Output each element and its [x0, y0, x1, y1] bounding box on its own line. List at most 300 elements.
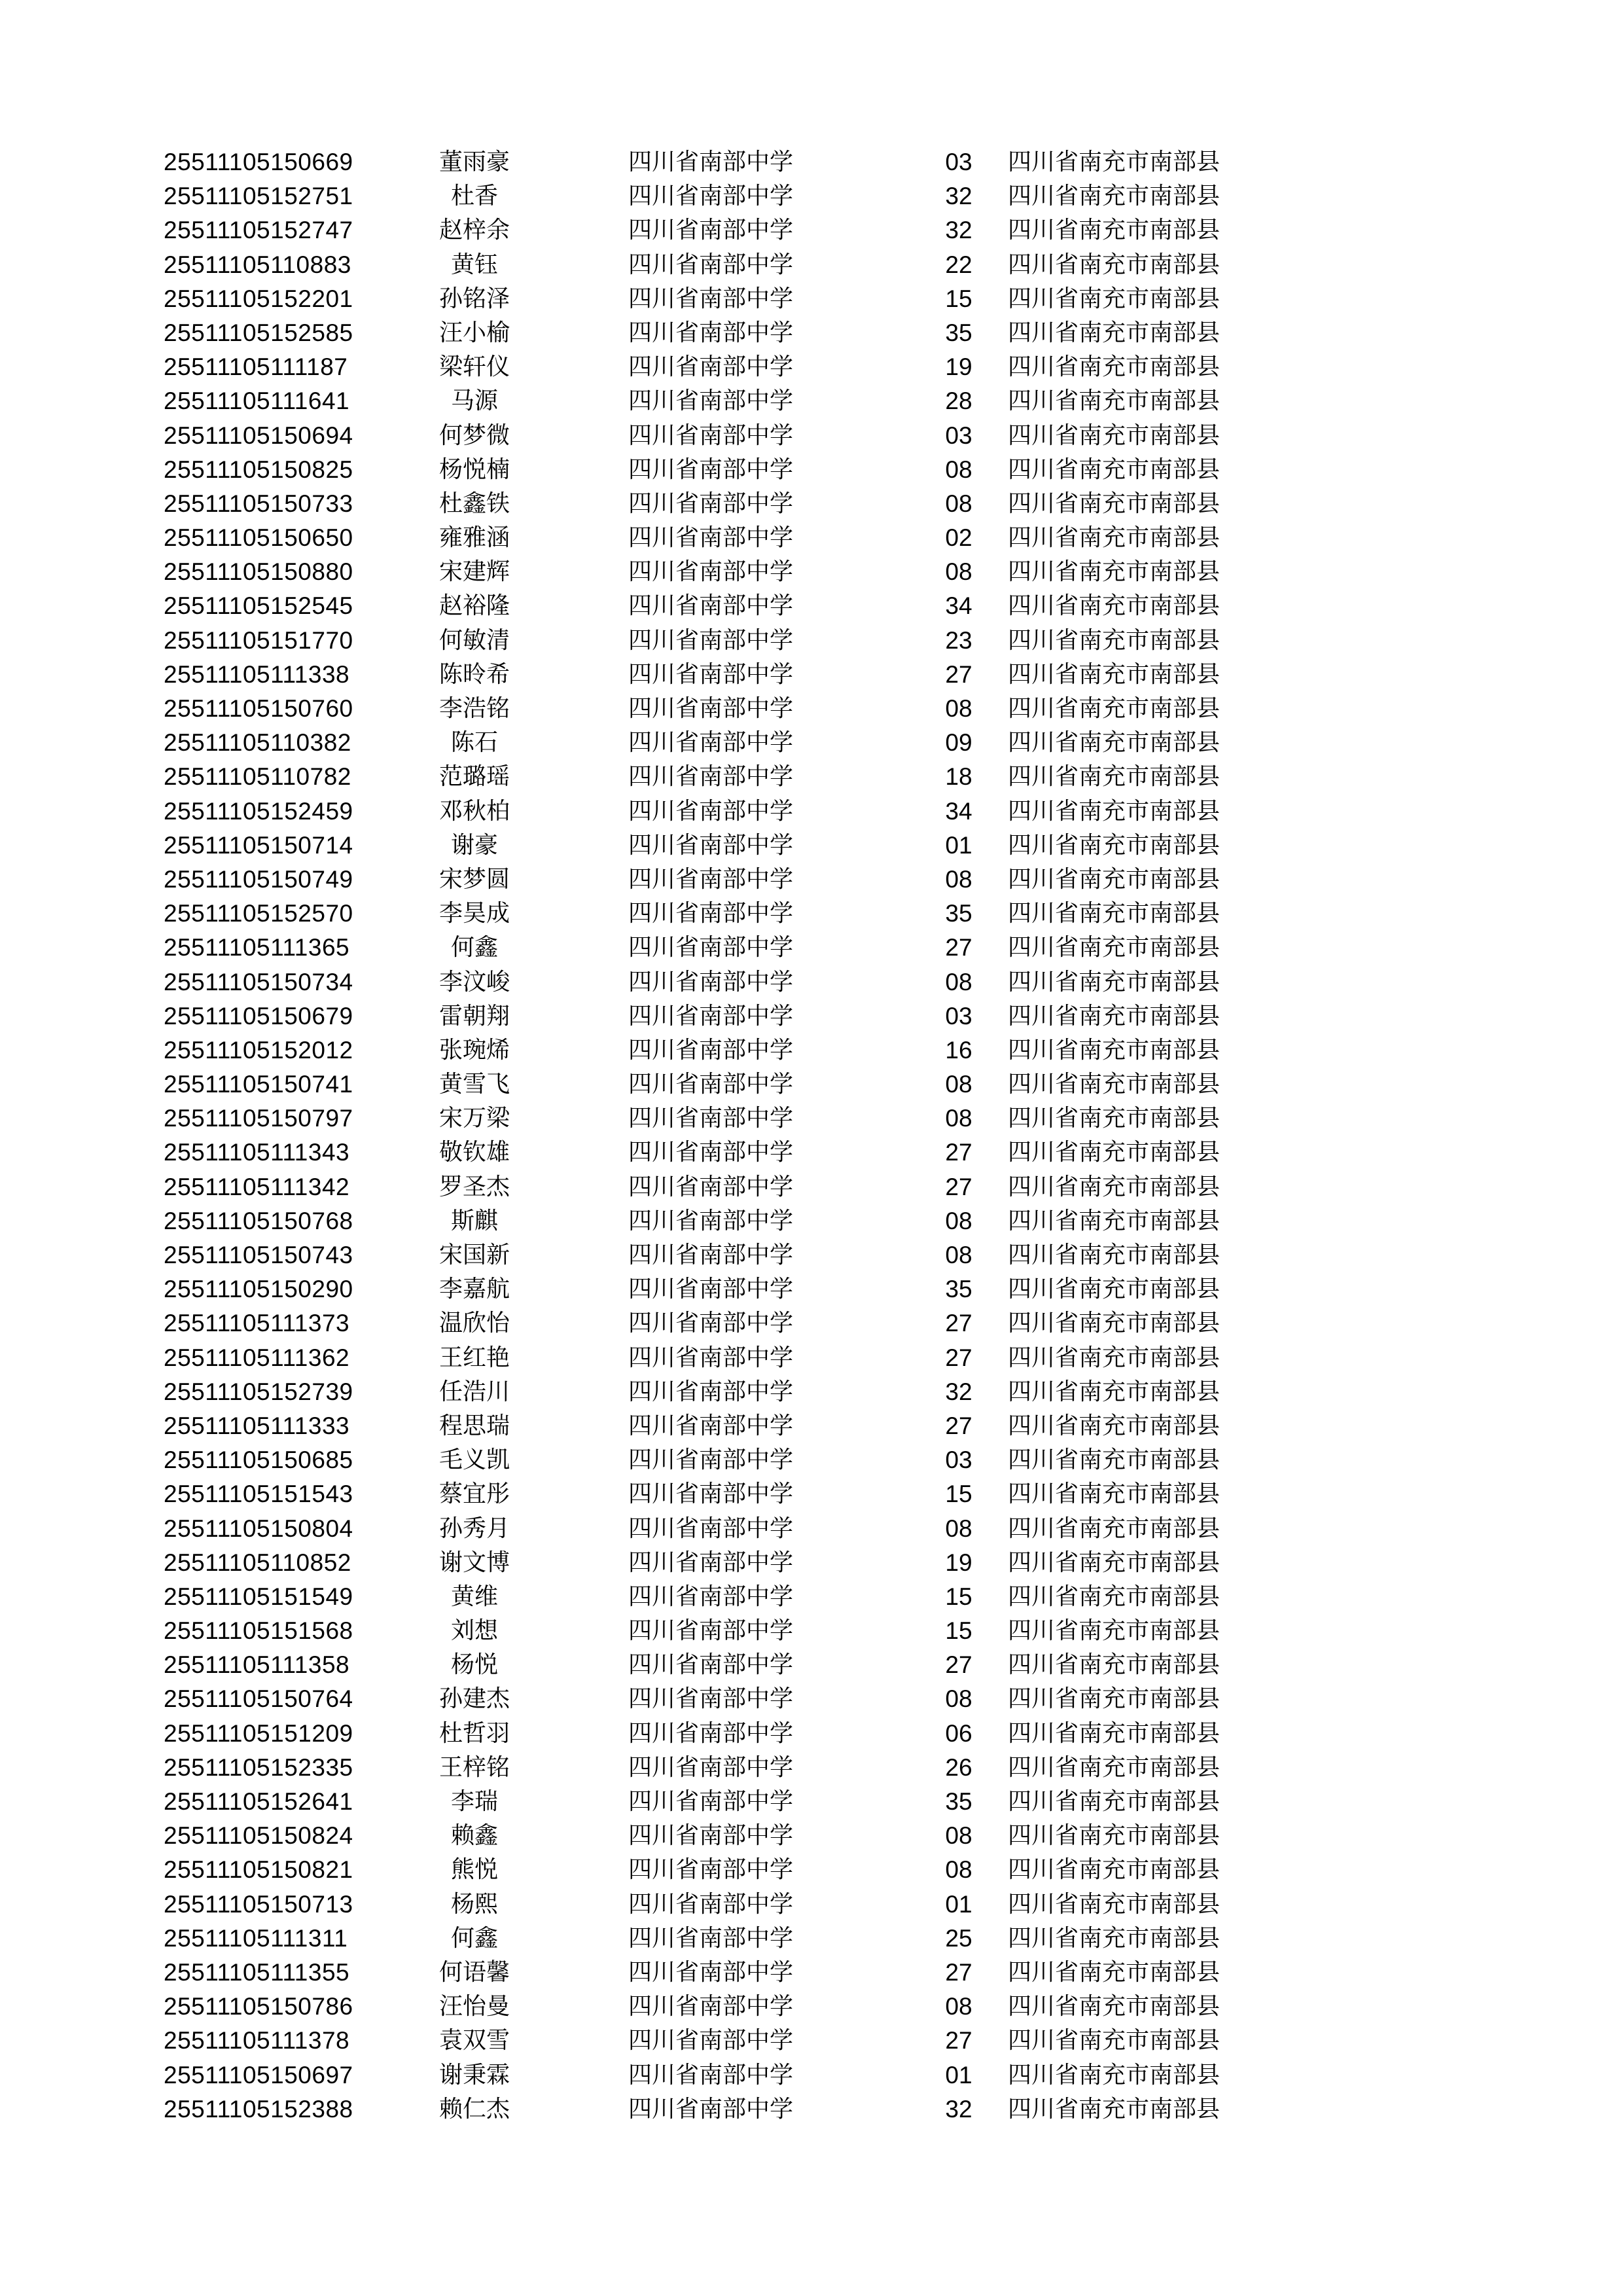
- region-cell: 四川省南充市南部县: [1008, 763, 1221, 791]
- school-cell: 四川省南部中学: [628, 251, 794, 278]
- table-row: [164, 624, 1315, 658]
- region-cell: 四川省南充市南部县: [1008, 1753, 1221, 1781]
- table-row: [164, 931, 1315, 965]
- school-cell: 四川省南部中学: [628, 763, 794, 791]
- class-number-cell: 03: [945, 1002, 972, 1030]
- student-name-cell: 杜鑫铁: [438, 490, 510, 517]
- region-cell: 四川省南充市南部县: [1008, 1105, 1221, 1132]
- school-cell: 四川省南部中学: [628, 1378, 794, 1405]
- region-cell: 四川省南充市南部县: [1008, 1617, 1221, 1645]
- exam-id-cell: 25511105150679: [164, 1002, 353, 1030]
- school-cell: 四川省南部中学: [628, 1344, 794, 1371]
- class-number-cell: 23: [945, 626, 972, 654]
- class-number-cell: 08: [945, 558, 972, 586]
- table-row: [164, 795, 1315, 829]
- region-cell: 四川省南充市南部县: [1008, 934, 1221, 961]
- exam-id-cell: 25511105111355: [164, 1958, 350, 1986]
- school-cell: 四川省南部中学: [628, 524, 794, 552]
- school-cell: 四川省南部中学: [628, 729, 794, 757]
- region-cell: 四川省南充市南部县: [1008, 1924, 1221, 1952]
- student-name-cell: 张琬烯: [438, 1036, 510, 1064]
- student-name-cell: 雷朝翔: [438, 1002, 510, 1030]
- table-row: [164, 2058, 1315, 2092]
- school-cell: 四川省南部中学: [628, 319, 794, 346]
- table-row: [164, 1170, 1315, 1204]
- class-number-cell: 27: [945, 934, 972, 961]
- table-row: [164, 1375, 1315, 1409]
- exam-id-cell: 25511105151209: [164, 1719, 353, 1747]
- class-number-cell: 27: [945, 1651, 972, 1679]
- class-number-cell: 03: [945, 1446, 972, 1474]
- class-number-cell: 27: [945, 1310, 972, 1337]
- student-name-cell: 李嘉航: [438, 1276, 510, 1303]
- region-cell: 四川省南充市南部县: [1008, 1173, 1221, 1200]
- school-cell: 四川省南部中学: [628, 1993, 794, 2020]
- table-row: [164, 658, 1315, 692]
- school-cell: 四川省南部中学: [628, 1002, 794, 1030]
- class-number-cell: 15: [945, 1480, 972, 1508]
- region-cell: 四川省南充市南部县: [1008, 149, 1221, 175]
- class-number-cell: 18: [945, 763, 972, 791]
- region-cell: 四川省南充市南部县: [1008, 1822, 1221, 1850]
- exam-id-cell: 25511105111365: [164, 934, 350, 961]
- region-cell: 四川省南充市南部县: [1008, 1685, 1221, 1713]
- table-row: [164, 145, 1315, 179]
- class-number-cell: 34: [945, 797, 972, 825]
- class-number-cell: 03: [945, 149, 972, 175]
- region-cell: 四川省南充市南部县: [1008, 729, 1221, 757]
- exam-id-cell: 25511105150825: [164, 456, 353, 483]
- student-name-cell: 马源: [450, 387, 498, 415]
- class-number-cell: 27: [945, 1139, 972, 1166]
- exam-id-cell: 25511105150804: [164, 1515, 353, 1542]
- student-name-cell: 孙秀月: [438, 1515, 510, 1542]
- exam-id-cell: 25511105110782: [164, 763, 351, 791]
- table-row: [164, 829, 1315, 863]
- region-cell: 四川省南充市南部县: [1008, 1002, 1221, 1030]
- school-cell: 四川省南部中学: [628, 1242, 794, 1268]
- table-row: [164, 521, 1315, 555]
- table-row: [164, 1477, 1315, 1511]
- exam-id-cell: 25511105150697: [164, 2061, 353, 2089]
- table-row: [164, 453, 1315, 487]
- table-row: [164, 419, 1315, 453]
- student-name-cell: 赵裕隆: [438, 592, 510, 620]
- school-cell: 四川省南部中学: [628, 1924, 794, 1952]
- class-number-cell: 08: [945, 1993, 972, 2020]
- exam-id-cell: 25511105152388: [164, 2095, 353, 2123]
- table-row: [164, 1136, 1315, 1170]
- region-cell: 四川省南充市南部县: [1008, 1412, 1221, 1439]
- student-name-cell: 汪怡曼: [438, 1993, 510, 2020]
- school-cell: 四川省南部中学: [628, 1036, 794, 1064]
- school-cell: 四川省南部中学: [628, 2061, 794, 2089]
- exam-id-cell: 25511105152585: [164, 319, 353, 346]
- exam-id-cell: 25511105150749: [164, 865, 353, 893]
- class-number-cell: 08: [945, 1822, 972, 1850]
- exam-id-cell: 25511105150714: [164, 831, 353, 859]
- table-row: [164, 1033, 1315, 1067]
- table-row: [164, 1512, 1315, 1546]
- exam-id-cell: 25511105111187: [164, 353, 348, 381]
- student-name-cell: 孙铭泽: [438, 285, 510, 312]
- class-number-cell: 35: [945, 900, 972, 927]
- region-cell: 四川省南充市南部县: [1008, 1993, 1221, 2020]
- school-cell: 四川省南部中学: [628, 968, 794, 996]
- exam-id-cell: 25511105152545: [164, 592, 353, 620]
- exam-id-cell: 25511105151770: [164, 626, 353, 654]
- table-row: [164, 1546, 1315, 1580]
- exam-id-cell: 25511105150713: [164, 1890, 353, 1918]
- class-number-cell: 15: [945, 1583, 972, 1610]
- class-number-cell: 08: [945, 865, 972, 893]
- exam-id-cell: 25511105110382: [164, 729, 351, 757]
- student-name-cell: 黄雪飞: [438, 1071, 510, 1098]
- exam-id-cell: 25511105152747: [164, 217, 353, 244]
- table-row: [164, 1717, 1315, 1751]
- school-cell: 四川省南部中学: [628, 695, 794, 722]
- class-number-cell: 15: [945, 285, 972, 312]
- exam-id-cell: 25511105150650: [164, 524, 353, 552]
- class-number-cell: 03: [945, 422, 972, 449]
- table-row: [164, 1785, 1315, 1819]
- region-cell: 四川省南充市南部县: [1008, 524, 1221, 552]
- region-cell: 四川省南充市南部县: [1008, 1242, 1221, 1268]
- table-row: [164, 1614, 1315, 1648]
- student-name-cell: 宋万梁: [438, 1105, 510, 1132]
- region-cell: 四川省南充市南部县: [1008, 660, 1221, 688]
- region-cell: 四川省南充市南部县: [1008, 1515, 1221, 1542]
- table-row: [164, 1102, 1315, 1136]
- region-cell: 四川省南充市南部县: [1008, 387, 1221, 415]
- class-number-cell: 32: [945, 217, 972, 244]
- exam-id-cell: 25511105111338: [164, 660, 350, 688]
- class-number-cell: 35: [945, 1276, 972, 1303]
- student-name-cell: 梁轩仪: [438, 353, 510, 381]
- class-number-cell: 01: [945, 1890, 972, 1918]
- school-cell: 四川省南部中学: [628, 626, 794, 654]
- table-row: [164, 350, 1315, 384]
- school-cell: 四川省南部中学: [628, 1856, 794, 1884]
- class-number-cell: 02: [945, 524, 972, 552]
- region-cell: 四川省南充市南部县: [1008, 865, 1221, 893]
- region-cell: 四川省南充市南部县: [1008, 456, 1221, 483]
- table-row: [164, 589, 1315, 623]
- region-cell: 四川省南充市南部县: [1008, 319, 1221, 346]
- student-name-cell: 熊悦: [450, 1856, 498, 1884]
- table-row: [164, 1580, 1315, 1614]
- region-cell: 四川省南充市南部县: [1008, 2061, 1221, 2089]
- exam-id-cell: 25511105152739: [164, 1378, 353, 1405]
- exam-id-cell: 25511105151568: [164, 1617, 353, 1645]
- table-row: [164, 1956, 1315, 1990]
- table-row: [164, 863, 1315, 897]
- class-number-cell: 34: [945, 592, 972, 620]
- school-cell: 四川省南部中学: [628, 865, 794, 893]
- exam-id-cell: 25511105111311: [164, 1924, 348, 1952]
- school-cell: 四川省南部中学: [628, 797, 794, 825]
- school-cell: 四川省南部中学: [628, 1173, 794, 1200]
- region-cell: 四川省南充市南部县: [1008, 1446, 1221, 1474]
- class-number-cell: 08: [945, 968, 972, 996]
- table-row: [164, 1853, 1315, 1887]
- class-number-cell: 27: [945, 1958, 972, 1986]
- class-number-cell: 27: [945, 2027, 972, 2054]
- exam-id-cell: 25511105150741: [164, 1071, 353, 1098]
- region-cell: 四川省南充市南部县: [1008, 1071, 1221, 1098]
- student-name-cell: 宋建辉: [438, 558, 510, 586]
- table-row: [164, 726, 1315, 760]
- exam-id-cell: 25511105151543: [164, 1480, 353, 1508]
- region-cell: 四川省南充市南部县: [1008, 251, 1221, 278]
- school-cell: 四川省南部中学: [628, 149, 794, 175]
- region-cell: 四川省南充市南部县: [1008, 490, 1221, 517]
- region-cell: 四川省南充市南部县: [1008, 1480, 1221, 1508]
- class-number-cell: 08: [945, 1207, 972, 1234]
- class-number-cell: 32: [945, 2095, 972, 2123]
- student-name-cell: 陈昤希: [438, 660, 510, 688]
- class-number-cell: 27: [945, 1412, 972, 1439]
- table-row: [164, 760, 1315, 794]
- school-cell: 四川省南部中学: [628, 387, 794, 415]
- table-row: [164, 213, 1315, 247]
- exam-id-cell: 25511105150786: [164, 1993, 353, 2020]
- student-name-cell: 汪小榆: [438, 319, 510, 346]
- table-row: [164, 487, 1315, 521]
- table-row: [164, 2092, 1315, 2126]
- region-cell: 四川省南充市南部县: [1008, 695, 1221, 722]
- school-cell: 四川省南部中学: [628, 2027, 794, 2054]
- student-name-cell: 黄维: [450, 1583, 498, 1610]
- region-cell: 四川省南充市南部县: [1008, 626, 1221, 654]
- exam-id-cell: 25511105110883: [164, 251, 351, 278]
- table-row: [164, 1443, 1315, 1477]
- student-name-cell: 斯麒: [450, 1207, 498, 1234]
- class-number-cell: 06: [945, 1719, 972, 1747]
- table-row: [164, 1648, 1315, 1682]
- school-cell: 四川省南部中学: [628, 1207, 794, 1234]
- school-cell: 四川省南部中学: [628, 183, 794, 210]
- student-name-cell: 谢豪: [450, 831, 498, 859]
- exam-id-cell: 25511105152012: [164, 1036, 353, 1064]
- student-name-cell: 何敏清: [438, 626, 510, 654]
- class-number-cell: 15: [945, 1617, 972, 1645]
- exam-id-cell: 25511105150768: [164, 1207, 353, 1234]
- table-row: [164, 1751, 1315, 1785]
- class-number-cell: 26: [945, 1753, 972, 1781]
- exam-id-cell: 25511105111358: [164, 1651, 350, 1679]
- exam-id-cell: 25511105150797: [164, 1105, 353, 1132]
- student-name-cell: 孙建杰: [438, 1685, 510, 1713]
- school-cell: 四川省南部中学: [628, 1480, 794, 1508]
- school-cell: 四川省南部中学: [628, 1719, 794, 1747]
- student-name-cell: 何鑫: [450, 934, 498, 961]
- student-name-cell: 王红艳: [438, 1344, 510, 1371]
- table-row: [164, 248, 1315, 282]
- student-name-cell: 李昊成: [438, 900, 510, 927]
- exam-id-cell: 25511105150733: [164, 490, 353, 517]
- region-cell: 四川省南充市南部县: [1008, 1719, 1221, 1747]
- exam-id-cell: 25511105150764: [164, 1685, 353, 1713]
- school-cell: 四川省南部中学: [628, 1583, 794, 1610]
- region-cell: 四川省南充市南部县: [1008, 1651, 1221, 1679]
- table-row: [164, 282, 1315, 316]
- school-cell: 四川省南部中学: [628, 285, 794, 312]
- table-row: [164, 1922, 1315, 1956]
- school-cell: 四川省南部中学: [628, 1310, 794, 1337]
- region-cell: 四川省南充市南部县: [1008, 797, 1221, 825]
- exam-id-cell: 25511105150685: [164, 1446, 353, 1474]
- school-cell: 四川省南部中学: [628, 353, 794, 381]
- exam-id-cell: 25511105150824: [164, 1822, 353, 1850]
- school-cell: 四川省南部中学: [628, 592, 794, 620]
- class-number-cell: 35: [945, 1788, 972, 1815]
- school-cell: 四川省南部中学: [628, 1958, 794, 1986]
- exam-id-cell: 25511105152459: [164, 797, 353, 825]
- student-name-cell: 谢文博: [438, 1549, 510, 1576]
- exam-id-cell: 25511105111362: [164, 1344, 350, 1371]
- class-number-cell: 27: [945, 1344, 972, 1371]
- school-cell: 四川省南部中学: [628, 490, 794, 517]
- student-name-cell: 蔡宜彤: [438, 1480, 510, 1508]
- student-name-cell: 雍雅涵: [438, 524, 510, 552]
- school-cell: 四川省南部中学: [628, 1651, 794, 1679]
- class-number-cell: 08: [945, 456, 972, 483]
- region-cell: 四川省南充市南部县: [1008, 285, 1221, 312]
- school-cell: 四川省南部中学: [628, 1549, 794, 1576]
- class-number-cell: 08: [945, 695, 972, 722]
- class-number-cell: 08: [945, 1515, 972, 1542]
- student-name-cell: 李瑞: [450, 1788, 498, 1815]
- table-row: [164, 555, 1315, 589]
- student-roster-table: [164, 145, 1315, 2126]
- class-number-cell: 32: [945, 1378, 972, 1405]
- school-cell: 四川省南部中学: [628, 1071, 794, 1098]
- school-cell: 四川省南部中学: [628, 1753, 794, 1781]
- region-cell: 四川省南充市南部县: [1008, 1856, 1221, 1884]
- region-cell: 四川省南充市南部县: [1008, 1344, 1221, 1371]
- region-cell: 四川省南充市南部县: [1008, 1958, 1221, 1986]
- exam-id-cell: 25511105111343: [164, 1139, 350, 1166]
- school-cell: 四川省南部中学: [628, 1412, 794, 1439]
- school-cell: 四川省南部中学: [628, 1276, 794, 1303]
- class-number-cell: 25: [945, 1924, 972, 1952]
- region-cell: 四川省南充市南部县: [1008, 1583, 1221, 1610]
- table-row: [164, 692, 1315, 726]
- class-number-cell: 35: [945, 319, 972, 346]
- exam-id-cell: 25511105111378: [164, 2027, 350, 2054]
- school-cell: 四川省南部中学: [628, 1685, 794, 1713]
- student-name-cell: 黄钰: [450, 251, 498, 278]
- exam-id-cell: 25511105150821: [164, 1856, 353, 1884]
- table-row: [164, 1238, 1315, 1272]
- region-cell: 四川省南充市南部县: [1008, 1890, 1221, 1918]
- region-cell: 四川省南充市南部县: [1008, 1276, 1221, 1303]
- school-cell: 四川省南部中学: [628, 456, 794, 483]
- region-cell: 四川省南充市南部县: [1008, 1310, 1221, 1337]
- exam-id-cell: 25511105152570: [164, 900, 353, 927]
- school-cell: 四川省南部中学: [628, 934, 794, 961]
- region-cell: 四川省南充市南部县: [1008, 1036, 1221, 1064]
- exam-id-cell: 25511105111641: [164, 387, 350, 415]
- class-number-cell: 16: [945, 1036, 972, 1064]
- table-row: [164, 179, 1315, 213]
- exam-id-cell: 25511105110852: [164, 1549, 351, 1576]
- student-name-cell: 袁双雪: [438, 2027, 510, 2054]
- exam-id-cell: 25511105111342: [164, 1173, 350, 1200]
- table-row: [164, 1990, 1315, 2024]
- student-name-cell: 谢秉霖: [438, 2061, 510, 2089]
- exam-id-cell: 25511105150880: [164, 558, 353, 586]
- student-name-cell: 杨悦: [450, 1651, 498, 1679]
- school-cell: 四川省南部中学: [628, 1617, 794, 1645]
- class-number-cell: 28: [945, 387, 972, 415]
- exam-id-cell: 25511105152201: [164, 285, 353, 312]
- region-cell: 四川省南充市南部县: [1008, 1549, 1221, 1576]
- student-name-cell: 任浩川: [438, 1378, 510, 1405]
- table-row: [164, 965, 1315, 999]
- student-name-cell: 杜香: [450, 183, 498, 210]
- school-cell: 四川省南部中学: [628, 1105, 794, 1132]
- exam-id-cell: 25511105111333: [164, 1412, 350, 1439]
- student-name-cell: 何鑫: [450, 1924, 498, 1952]
- class-number-cell: 19: [945, 353, 972, 381]
- region-cell: 四川省南充市南部县: [1008, 1207, 1221, 1234]
- region-cell: 四川省南充市南部县: [1008, 968, 1221, 996]
- class-number-cell: 08: [945, 1685, 972, 1713]
- student-name-cell: 温欣怡: [438, 1310, 510, 1337]
- region-cell: 四川省南充市南部县: [1008, 1788, 1221, 1815]
- student-name-cell: 毛义凯: [438, 1446, 510, 1474]
- exam-id-cell: 25511105150760: [164, 695, 353, 722]
- class-number-cell: 19: [945, 1549, 972, 1576]
- region-cell: 四川省南充市南部县: [1008, 2095, 1221, 2123]
- table-row: [164, 1067, 1315, 1102]
- class-number-cell: 08: [945, 1105, 972, 1132]
- school-cell: 四川省南部中学: [628, 217, 794, 244]
- student-name-cell: 何梦微: [438, 422, 510, 449]
- school-cell: 四川省南部中学: [628, 1788, 794, 1815]
- table-row: [164, 1819, 1315, 1853]
- student-name-cell: 敬钦雄: [438, 1139, 510, 1166]
- exam-id-cell: 25511105152335: [164, 1753, 353, 1781]
- class-number-cell: 08: [945, 490, 972, 517]
- school-cell: 四川省南部中学: [628, 422, 794, 449]
- class-number-cell: 08: [945, 1856, 972, 1884]
- student-name-cell: 罗圣杰: [438, 1173, 510, 1200]
- school-cell: 四川省南部中学: [628, 2095, 794, 2123]
- school-cell: 四川省南部中学: [628, 660, 794, 688]
- table-row: [164, 897, 1315, 931]
- student-name-cell: 宋国新: [438, 1242, 510, 1268]
- school-cell: 四川省南部中学: [628, 1822, 794, 1850]
- region-cell: 四川省南充市南部县: [1008, 900, 1221, 927]
- exam-id-cell: 25511105150290: [164, 1276, 353, 1303]
- region-cell: 四川省南充市南部县: [1008, 1139, 1221, 1166]
- student-name-cell: 董雨豪: [438, 149, 510, 175]
- table-row: [164, 316, 1315, 350]
- school-cell: 四川省南部中学: [628, 1890, 794, 1918]
- table-row: [164, 1204, 1315, 1238]
- student-name-cell: 程思瑞: [438, 1412, 510, 1439]
- school-cell: 四川省南部中学: [628, 1139, 794, 1166]
- class-number-cell: 01: [945, 831, 972, 859]
- school-cell: 四川省南部中学: [628, 1515, 794, 1542]
- table-row: [164, 1682, 1315, 1716]
- region-cell: 四川省南充市南部县: [1008, 422, 1221, 449]
- student-name-cell: 李浩铭: [438, 695, 510, 722]
- school-cell: 四川省南部中学: [628, 831, 794, 859]
